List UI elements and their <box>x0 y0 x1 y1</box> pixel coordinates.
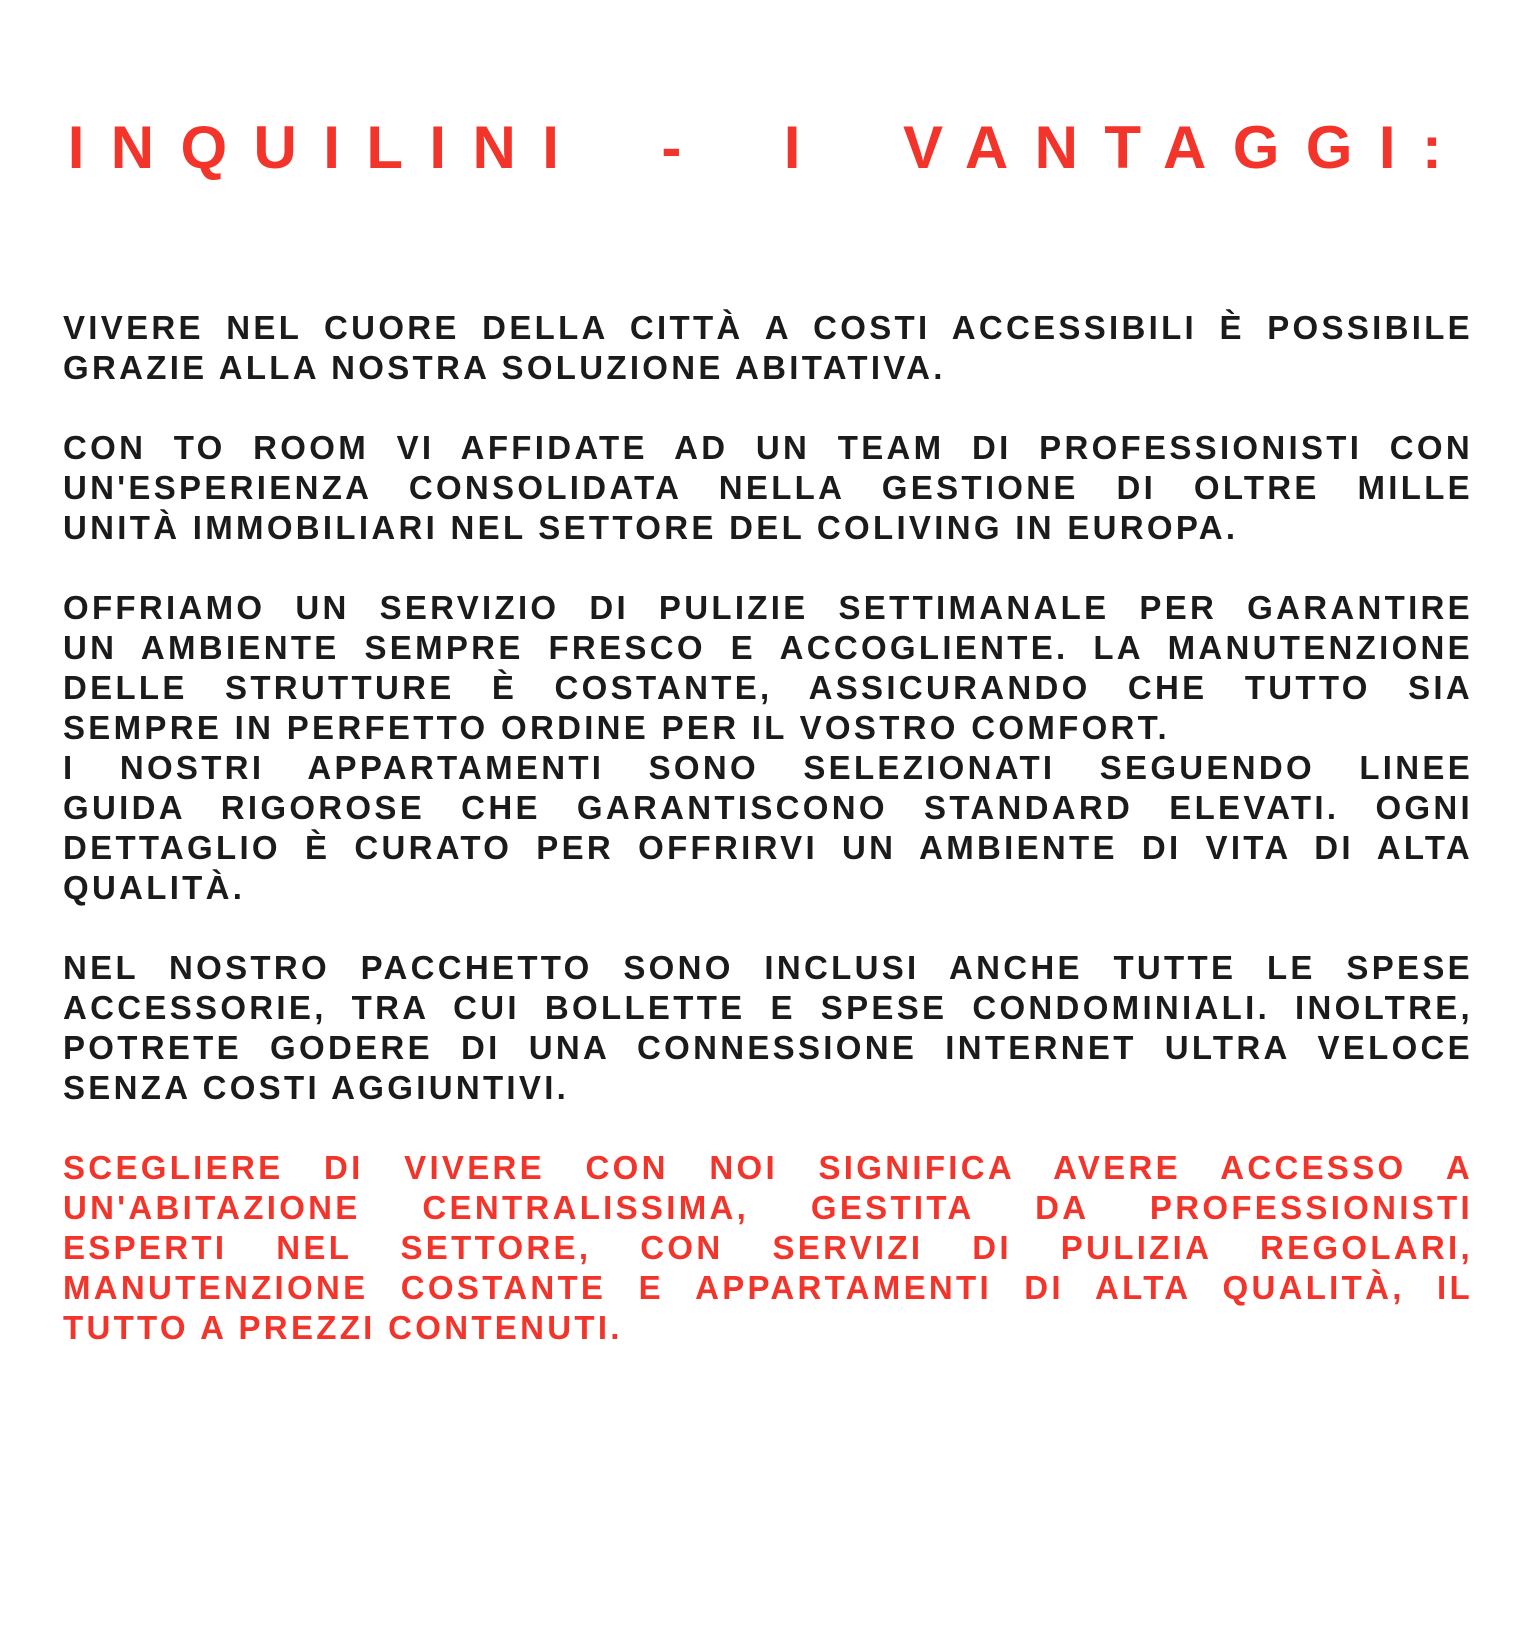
text-line: QUALITÀ. <box>63 869 246 906</box>
paragraph-services <box>63 588 1473 748</box>
paragraph-team <box>63 428 1473 548</box>
text-line: NEL NOSTRO PACCHETTO SONO INCLUSI ANCHE TUTTE LE SPESE <box>63 949 1473 986</box>
flyer-page <box>0 116 1536 1652</box>
text-line: DETTAGLIO È CURATO PER OFFRIRVI UN AMBIENTE DI VITA DI ALTA <box>63 829 1473 866</box>
text-line: SCEGLIERE DI VIVERE CON NOI SIGNIFICA AVERE ACCESSO A <box>63 1149 1473 1186</box>
text-line: UNITÀ IMMOBILIARI NEL SETTORE DEL COLIVING IN EUROPA. <box>63 509 1239 546</box>
paragraph-package <box>63 948 1473 1108</box>
page-title: INQUILINI - I VANTAGGI: <box>67 114 1469 181</box>
text-line: POTRETE GODERE DI UNA CONNESSIONE INTERNET ULTRA VELOCE <box>63 1029 1473 1066</box>
paragraph-conclusion <box>63 1148 1473 1348</box>
text-line: OFFRIAMO UN SERVIZIO DI PULIZIE SETTIMANALE PER GARANTIRE <box>63 589 1473 626</box>
text-line: UN'ESPERIENZA CONSOLIDATA NELLA GESTIONE DI OLTRE MILLE <box>63 469 1473 506</box>
text-line: MANUTENZIONE COSTANTE E APPARTAMENTI DI ALTA QUALITÀ, IL <box>63 1269 1473 1306</box>
text-line: TUTTO A PREZZI CONTENUTI. <box>63 1309 623 1346</box>
text-line: ACCESSORIE, TRA CUI BOLLETTE E SPESE CONDOMINIALI. INOLTRE, <box>63 989 1473 1026</box>
text-line: UN'ABITAZIONE CENTRALISSIMA, GESTITA DA PROFESSIONISTI <box>63 1189 1473 1226</box>
text-line: UN AMBIENTE SEMPRE FRESCO E ACCOGLIENTE. LA MANUTENZIONE <box>63 629 1473 666</box>
text-line: SENZA COSTI AGGIUNTIVI. <box>63 1069 570 1106</box>
text-line: SEMPRE IN PERFETTO ORDINE PER IL VOSTRO COMFORT. <box>63 709 1170 746</box>
text-line: I NOSTRI APPARTAMENTI SONO SELEZIONATI SEGUENDO LINEE <box>63 749 1473 786</box>
text-line: VIVERE NEL CUORE DELLA CITTÀ A COSTI ACCESSIBILI È POSSIBILE <box>63 309 1473 346</box>
text-line: DELLE STRUTTURE È COSTANTE, ASSICURANDO CHE TUTTO SIA <box>63 669 1473 706</box>
text-line: GRAZIE ALLA NOSTRA SOLUZIONE ABITATIVA. <box>63 349 946 386</box>
text-line: GUIDA RIGOROSE CHE GARANTISCONO STANDARD ELEVATI. OGNI <box>63 789 1473 826</box>
text-line: CON TO ROOM VI AFFIDATE AD UN TEAM DI PROFESSIONISTI CON <box>63 429 1473 466</box>
paragraph-apartments <box>63 748 1473 908</box>
body-text <box>63 308 1473 1348</box>
paragraph-intro <box>63 308 1473 388</box>
text-line: ESPERTI NEL SETTORE, CON SERVIZI DI PULIZIA REGOLARI, <box>63 1229 1473 1266</box>
